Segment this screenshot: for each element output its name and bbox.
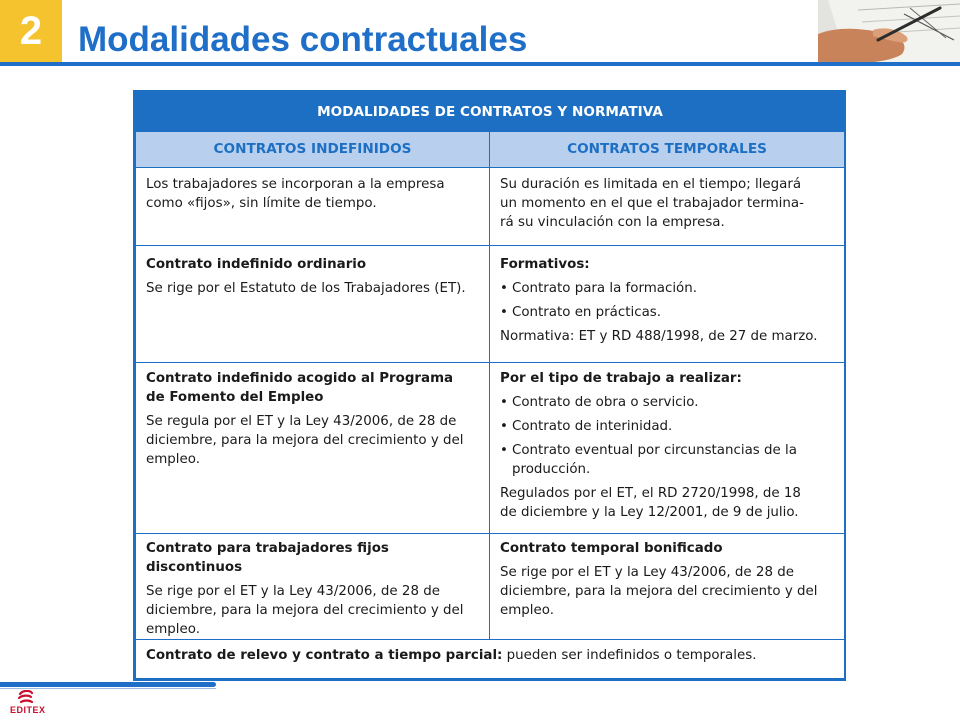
cell-title: Contrato indefinido ordinario (146, 257, 367, 272)
header-rule (0, 62, 960, 66)
table-row (136, 168, 845, 246)
cell-tipo-trabajo: Por el tipo de trabajo a realizar: • Contrato de obra o servicio. • Contrato de interinidad. • Contrato eventual por circunstancias de la producción. Regulados por el ET, el RD 2720/1998, de 18 de diciembre y la Ley 12/2001, de 9 de julio. (490, 363, 845, 534)
cell-title: Contrato de relevo y contrato a tiempo parcial: (146, 648, 503, 663)
cell-title: Formativos: (500, 257, 590, 272)
cell-title: Por el tipo de trabajo a realizar: (500, 371, 742, 386)
cell-relevo-tiempo-parcial: Contrato de relevo y contrato a tiempo parcial: pueden ser indefinidos o temporales. (136, 640, 845, 679)
cell-title: Contrato temporal bonificado (500, 541, 723, 556)
cell-formativos: Formativos: • Contrato para la formación. • Contrato en prácticas. Normativa: ET y RD 488/1998, de 27 de marzo. (490, 246, 845, 363)
table-title: MODALIDADES DE CONTRATOS Y NORMATIVA (136, 93, 845, 132)
table-row (136, 246, 845, 363)
indefinidos-description: Los trabajadores se incorporan a la empresa como «fijos», sin límite de tiempo. (136, 168, 490, 246)
contracts-table (133, 90, 846, 681)
chapter-number: 2 (19, 8, 43, 53)
cell-fomento-empleo: Contrato indefinido acogido al Programa de Fomento del Empleo Se regula por el ET y la Ley 43/2006, de 28 de diciembre, para la mejora del crecimiento y del empleo. (136, 363, 490, 534)
cell-fijos-discontinuos: Contrato para trabajadores fijos discontinuos Se rige por el ET y la Ley 43/2006, de 28 de diciembre, para la mejora del crecimiento y del empleo. (136, 534, 490, 640)
list-item: • Contrato de obra o servicio. (500, 393, 834, 412)
chapter-badge (0, 0, 62, 62)
editex-logo-icon (17, 690, 35, 704)
list-item: • Contrato en prácticas. (500, 303, 834, 322)
hand-writing-photo (818, 0, 960, 64)
column-header-indefinidos: CONTRATOS INDEFINIDOS (136, 132, 490, 168)
editex-logo-text: EDITEX (10, 705, 46, 715)
cell-indefinido-ordinario: Contrato indefinido ordinario Se rige por el Estatuto de los Trabajadores (ET). (136, 246, 490, 363)
temporales-description: Su duración es limitada en el tiempo; llegará un momento en el que el trabajador termina- rá su vinculación con la empresa. (490, 168, 845, 246)
footer-rule (0, 682, 216, 687)
table-row (136, 534, 845, 640)
cell-title: Contrato para trabajadores fijos discontinuos (146, 541, 389, 575)
table-row (136, 363, 845, 534)
slide-title: Modalidades contractuales (78, 20, 528, 59)
list-item: • Contrato de interinidad. (500, 417, 834, 436)
table-row (136, 640, 845, 679)
list-item: • Contrato eventual por circunstancias de la producción. (500, 441, 834, 479)
list-item: • Contrato para la formación. (500, 279, 834, 298)
footer-rule-thin (0, 688, 216, 689)
column-header-temporales: CONTRATOS TEMPORALES (490, 132, 845, 168)
cell-temporal-bonificado: Contrato temporal bonificado Se rige por el ET y la Ley 43/2006, de 28 de diciembre, para la mejora del crecimiento y del empleo. (490, 534, 845, 640)
